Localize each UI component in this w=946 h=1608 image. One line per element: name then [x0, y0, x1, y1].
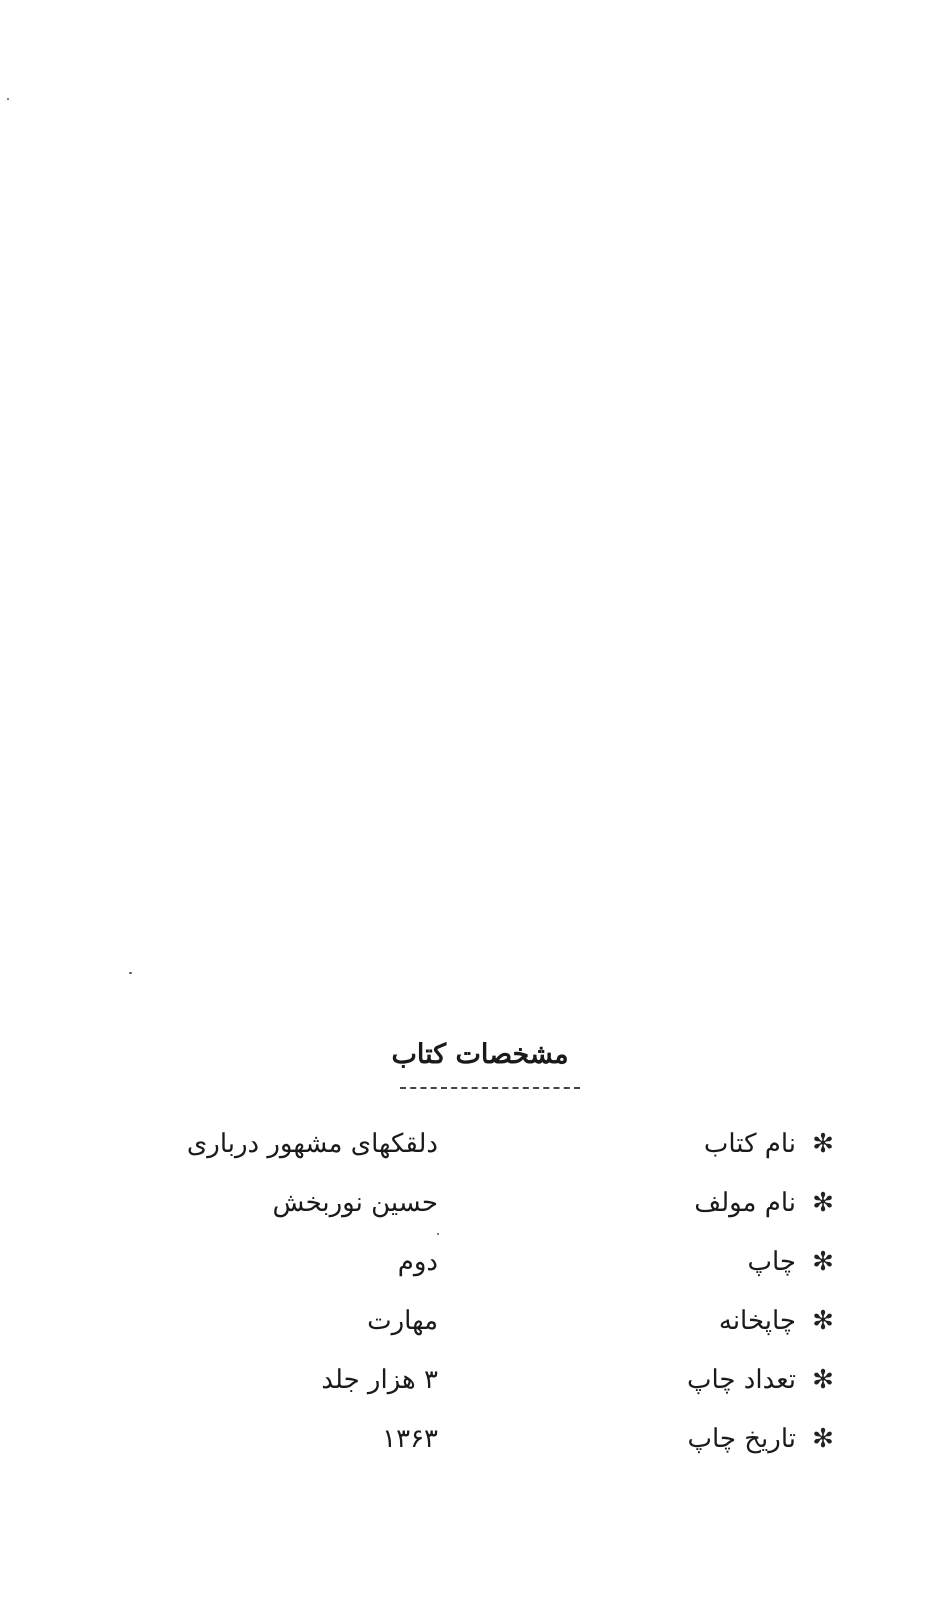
spec-value: مهارت: [367, 1306, 438, 1336]
spec-value: حسین نوربخش: [272, 1188, 438, 1218]
asterisk-icon: ✻: [812, 1424, 834, 1454]
spec-value: دوم: [397, 1247, 438, 1277]
asterisk-icon: ✻: [812, 1365, 834, 1395]
asterisk-icon: ✻: [812, 1188, 834, 1218]
spec-label: نام کتاب: [703, 1129, 796, 1159]
spec-label: تاریخ چاپ: [687, 1424, 796, 1454]
scan-speck: [437, 1233, 439, 1235]
spec-label: چاپخانه: [718, 1306, 796, 1336]
spec-row-printer: [0, 1299, 946, 1343]
scan-speck: [7, 98, 9, 100]
asterisk-icon: ✻: [812, 1306, 834, 1336]
spec-value: ۱۳۶۳: [382, 1424, 438, 1454]
spec-row-title: [0, 1122, 946, 1166]
asterisk-icon: ✻: [812, 1247, 834, 1277]
spec-row-author: [0, 1181, 946, 1225]
spec-value: دلقکهای مشهور درباری: [186, 1129, 438, 1159]
asterisk-icon: ✻: [812, 1129, 834, 1159]
spec-value: ۳ هزار جلد: [321, 1365, 438, 1395]
spec-row-edition: [0, 1240, 946, 1284]
spec-row-print-run: [0, 1358, 946, 1402]
spec-label: تعداد چاپ: [687, 1365, 796, 1395]
spec-label: نام مولف: [694, 1188, 796, 1218]
spec-label: چاپ: [747, 1247, 796, 1277]
heading-underline: [400, 1087, 580, 1089]
scan-speck: [129, 972, 132, 974]
specifications-heading: مشخصات کتاب: [391, 1039, 569, 1070]
spec-row-print-date: [0, 1417, 946, 1461]
